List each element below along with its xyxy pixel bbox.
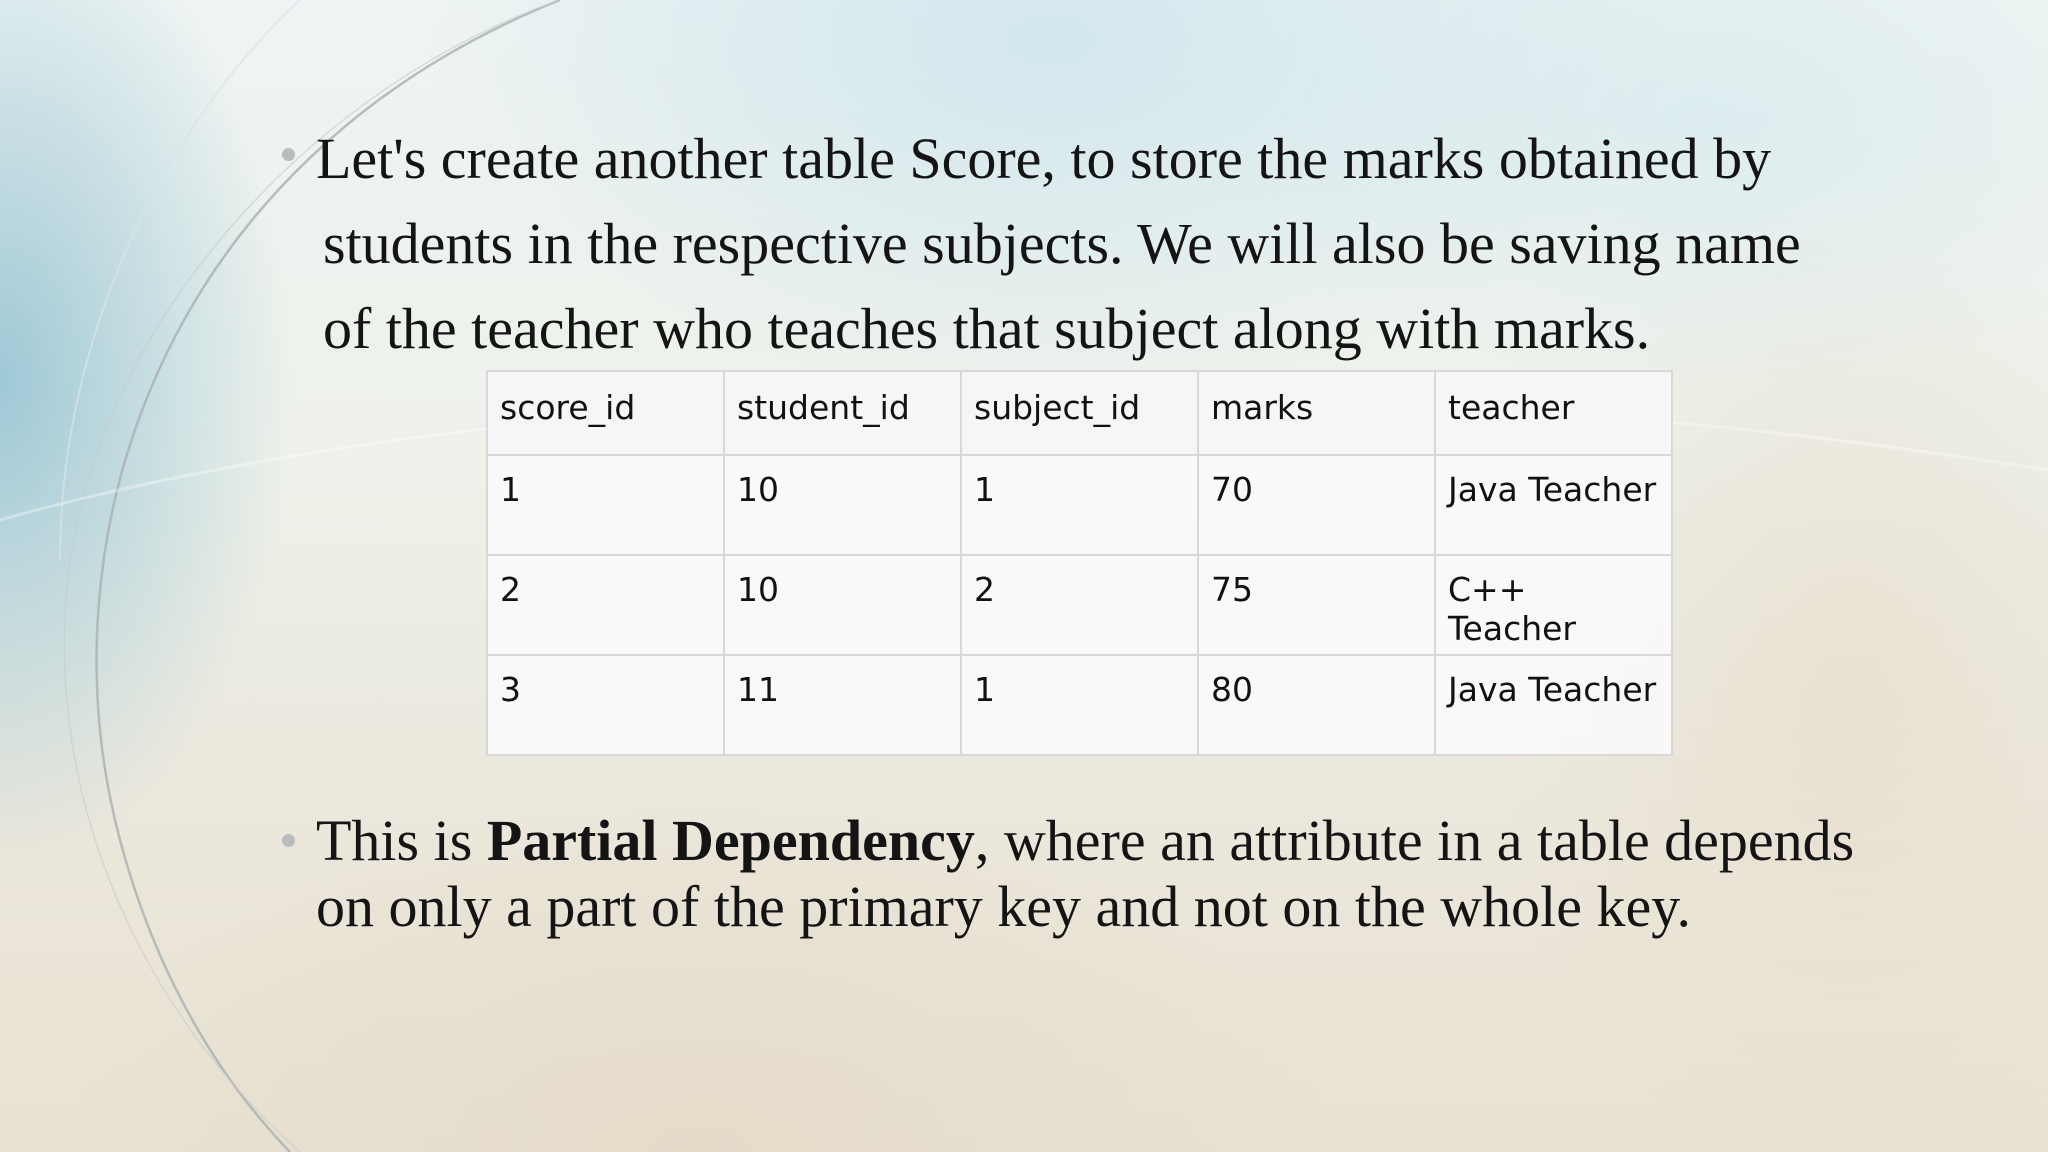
table-header-row (487, 371, 1672, 455)
table-cell: 1 (487, 455, 724, 555)
bullet-paragraph-1 (316, 116, 1876, 371)
bullet-paragraph-2 (316, 808, 1876, 940)
column-header-subject-id: subject_id (961, 371, 1198, 455)
table-row (487, 555, 1672, 655)
table-cell: 2 (487, 555, 724, 655)
table-cell: 3 (487, 655, 724, 755)
table-cell: 70 (1198, 455, 1435, 555)
bullet-1-line-2: students in the respective subjects. We will also be saving name (323, 211, 1801, 276)
column-header-teacher: teacher (1435, 371, 1672, 455)
bullet-1-line-3: of the teacher who teaches that subject along with marks. (323, 296, 1651, 361)
bullet-dot (282, 148, 295, 161)
table-row (487, 455, 1672, 555)
score-table (486, 370, 1673, 756)
bullet-1-line-1: Let's create another table Score, to store the marks obtained by (316, 126, 1772, 191)
table-cell: 10 (724, 555, 961, 655)
table-cell: 1 (961, 655, 1198, 755)
column-header-score-id: score_id (487, 371, 724, 455)
table-row (487, 655, 1672, 755)
column-header-marks: marks (1198, 371, 1435, 455)
table-cell: C++ Teacher (1435, 555, 1672, 655)
table-cell: 10 (724, 455, 961, 555)
bullet-dot (282, 834, 295, 847)
bullet-2-suffix: , where an attribute in a table depends on only a part of the primary key and not on the whole key. (316, 808, 1855, 939)
table-cell: 2 (961, 555, 1198, 655)
bullet-2-prefix: This is (316, 808, 487, 873)
table-cell: Java Teacher (1435, 455, 1672, 555)
table-cell: 11 (724, 655, 961, 755)
table-cell: 80 (1198, 655, 1435, 755)
column-header-student-id: student_id (724, 371, 961, 455)
table-cell: Java Teacher (1435, 655, 1672, 755)
bullet-2-bold-term: Partial Dependency (486, 808, 975, 873)
table-cell: 75 (1198, 555, 1435, 655)
table-cell: 1 (961, 455, 1198, 555)
